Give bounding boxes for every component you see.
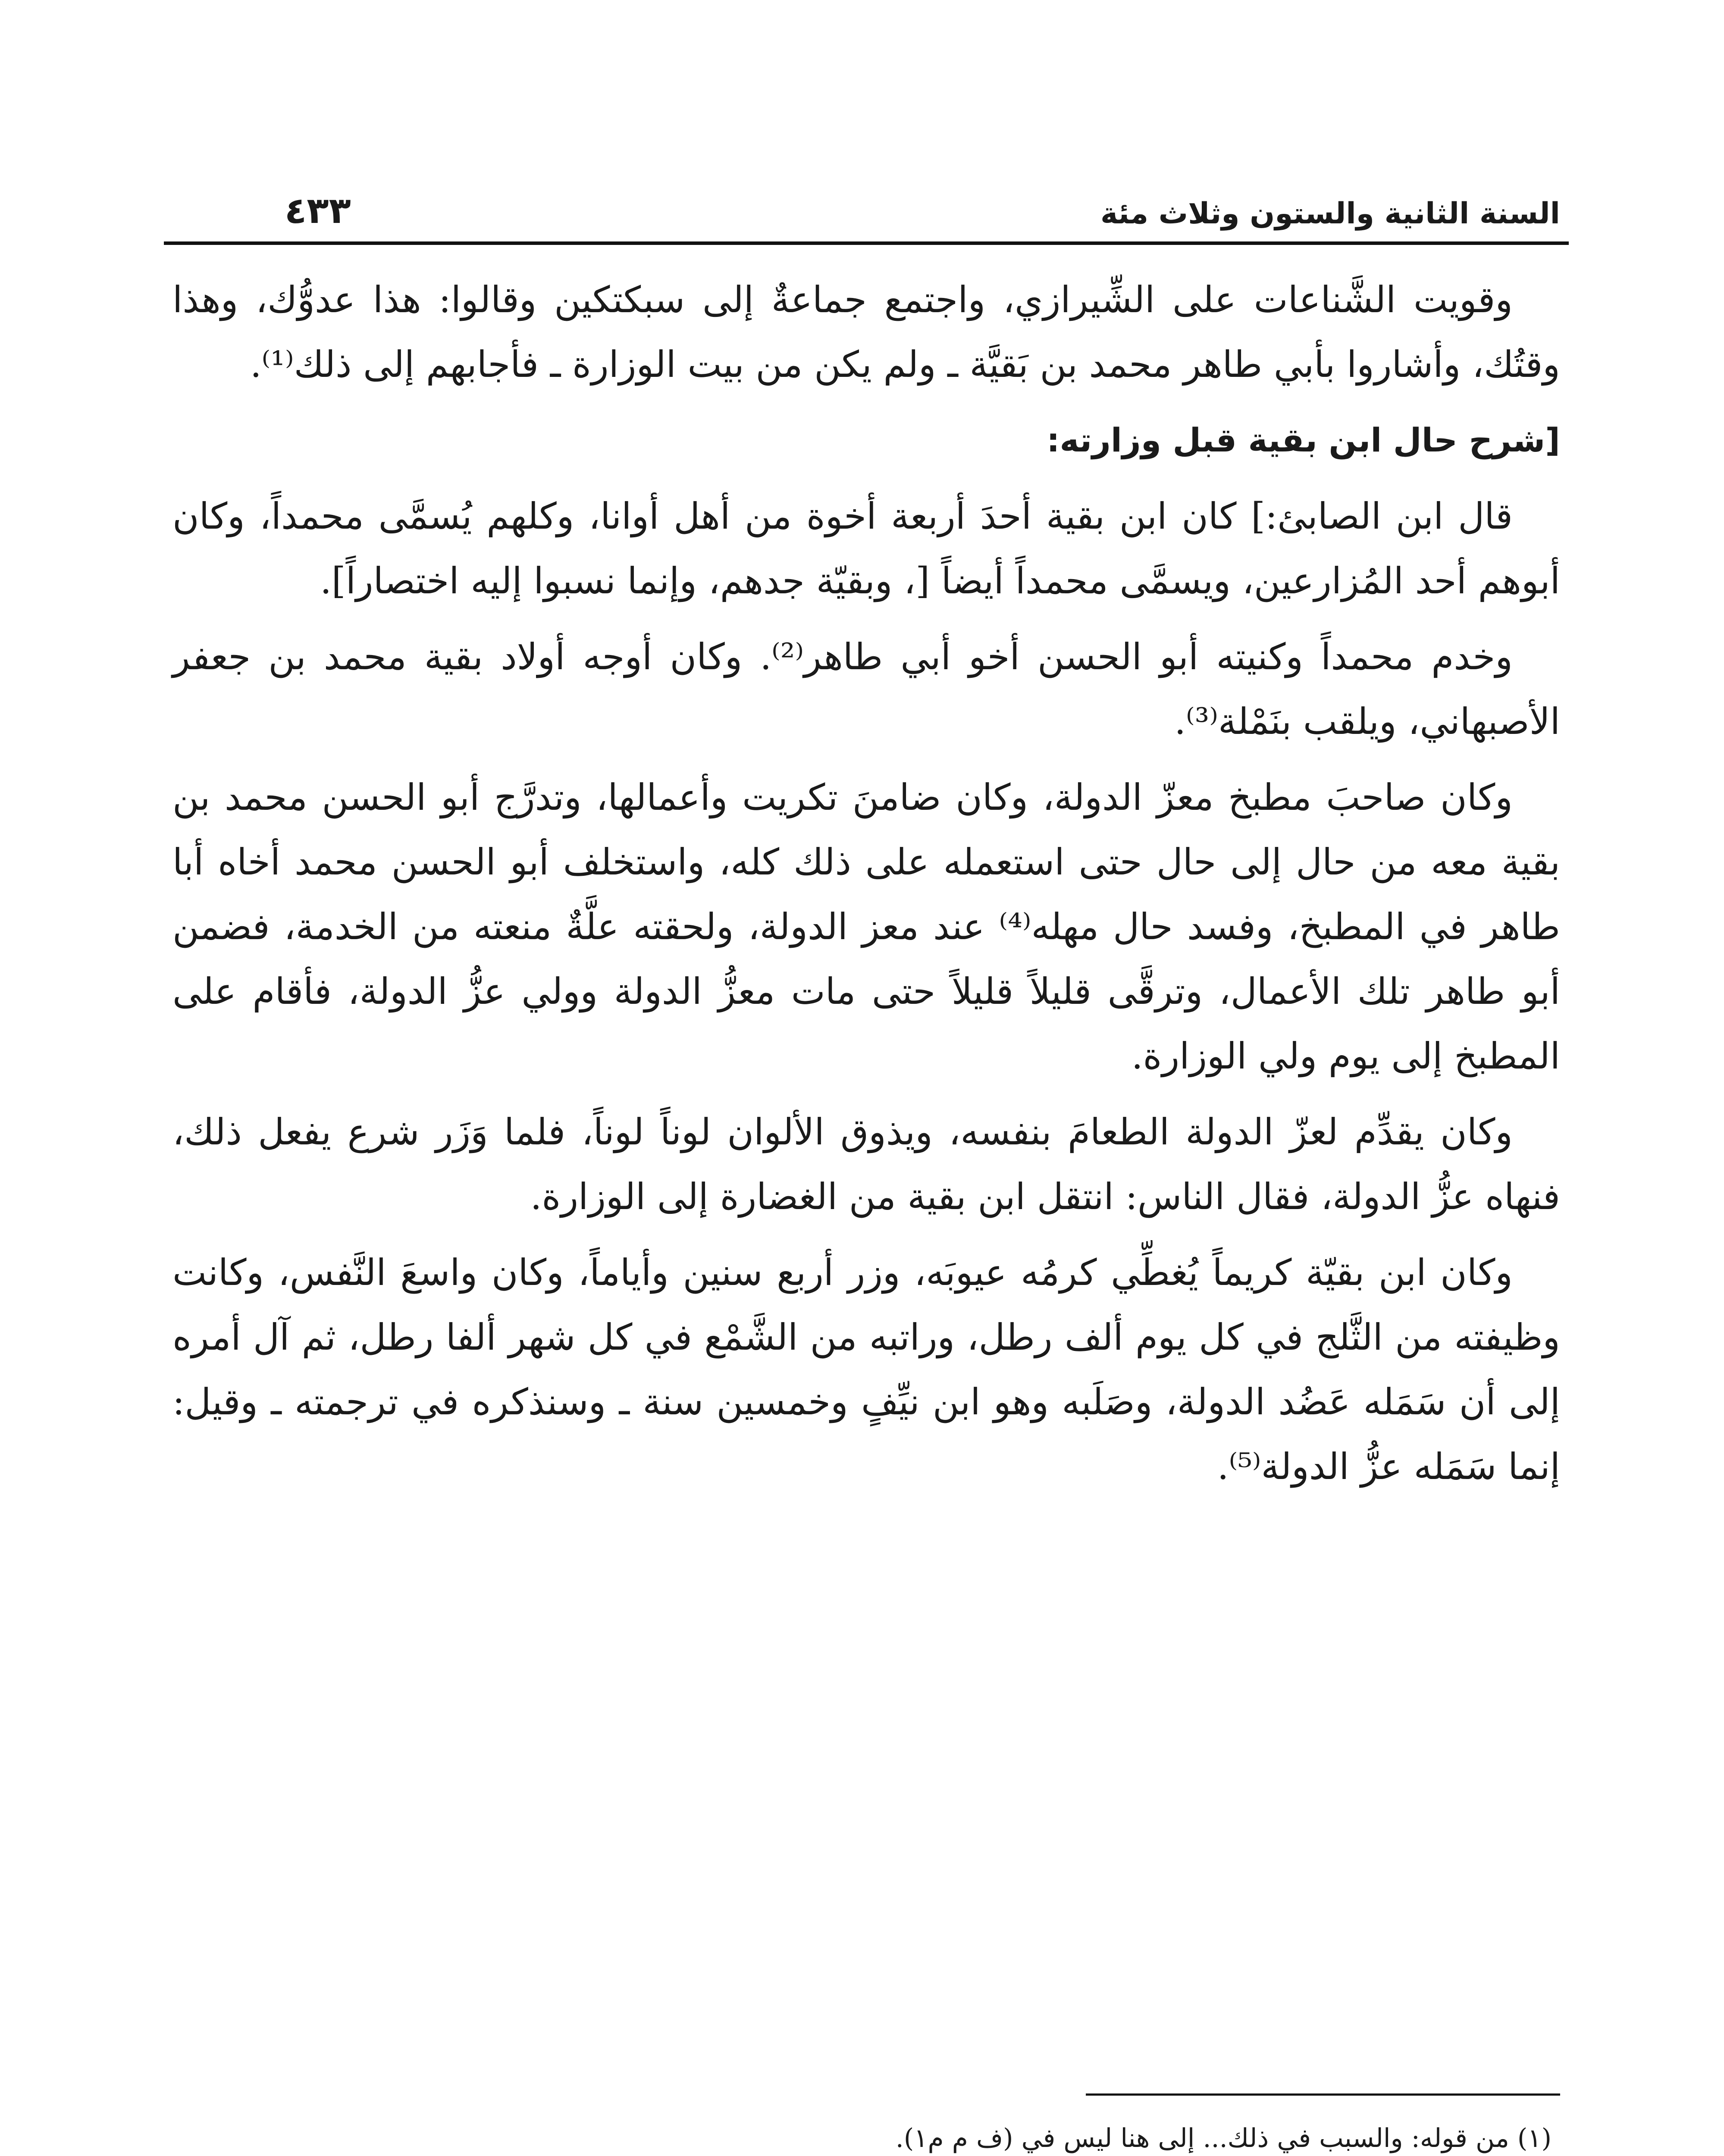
footnotes [172,2113,1552,2156]
running-header [155,172,1560,232]
header-divider [164,241,1569,245]
paragraph: قال ابن الصابئ:] كان ابن بقية أحدَ أربعة أخوة من أهل أوانا، وكلهم يُسمَّى محمداً، وكان أبوهم أحد المُزارعين، ويسمَّى محمداً أيضاً [، وبقيّة جدهم، وإنما نسبوا إليه اختصاراً]. [172,495,1560,602]
paragraph: وكان يقدِّم لعزّ الدولة الطعامَ بنفسه، ويذوق الألوان لوناً لوناً، فلما وَزَر شرع يفعل ذلك، فنهاه عزُّ الدولة، فقال الناس: انتقل ابن بقية من الغضارة إلى الوزارة. [172,1111,1560,1218]
paragraph: وكان صاحبَ مطبخ معزّ الدولة، وكان ضامنَ تكريت وأعمالها، وتدرَّج أبو الحسن محمد بن بقية معه من حال إلى حال حتى استعمله على ذلك كله، واستخلف أبو الحسن محمد أخاه أبا طاهر في المطبخ، وفسد حال مهله⁽⁴⁾ عند معز الدولة، ولحقته علَّةٌ منعته من الخدمة، فضمن أبو طاهر تلك الأعمال، وترقَّى قليلاً قليلاً حتى مات معزُّ الدولة وولي عزُّ الدولة، فأقام على المطبخ إلى يوم ولي الوزارة. [172,776,1560,1077]
footnote: (١) من قوله: والسبب في ذلك... إلى هنا ليس في (ف م م١). [895,2123,1552,2153]
page-number: ٤٣٣ [285,189,351,232]
paragraph: وكان ابن بقيّة كريماً يُغطِّي كرمُه عيوبَه، وزر أربع سنين وأياماً، وكان واسعَ النَّفس، وكانت وظيفته من الثَّلج في كل يوم ألف رطل، وراتبه من الشَّمْع في كل شهر ألفا رطل، ثم آل أمره إلى أن سَمَله عَضُد الدولة، وصَلَبه وهو ابن نيِّفٍ وخمسين سنة ـ وسنذكره في ترجمته ـ وقيل: إنما سَمَله عزُّ الدولة⁽⁵⁾. [172,1251,1560,1488]
paragraph: وقويت الشَّناعات على الشِّيرازي، واجتمع جماعةٌ إلى سبكتكين وقالوا: هذا عدوُّك، وهذا وقتُك، وأشاروا بأبي طاهر محمد بن بَقيَّة ـ ولم يكن من بيت الوزارة ـ فأجابهم إلى ذلك⁽¹⁾. [172,279,1560,385]
footnote-divider [1086,2093,1560,2096]
running-title: السنة الثانية والستون وثلاث مئة [1100,197,1560,231]
section-heading: [شرح حال ابن بقية قبل وزارته: [1047,421,1560,459]
main-text [172,267,1560,1510]
paragraph: وخدم محمداً وكنيته أبو الحسن أخو أبي طاهر⁽²⁾. وكان أوجه أولاد بقية محمد بن جعفر الأصبهاني، ويلقب بنَمْلة⁽³⁾. [172,636,1560,743]
